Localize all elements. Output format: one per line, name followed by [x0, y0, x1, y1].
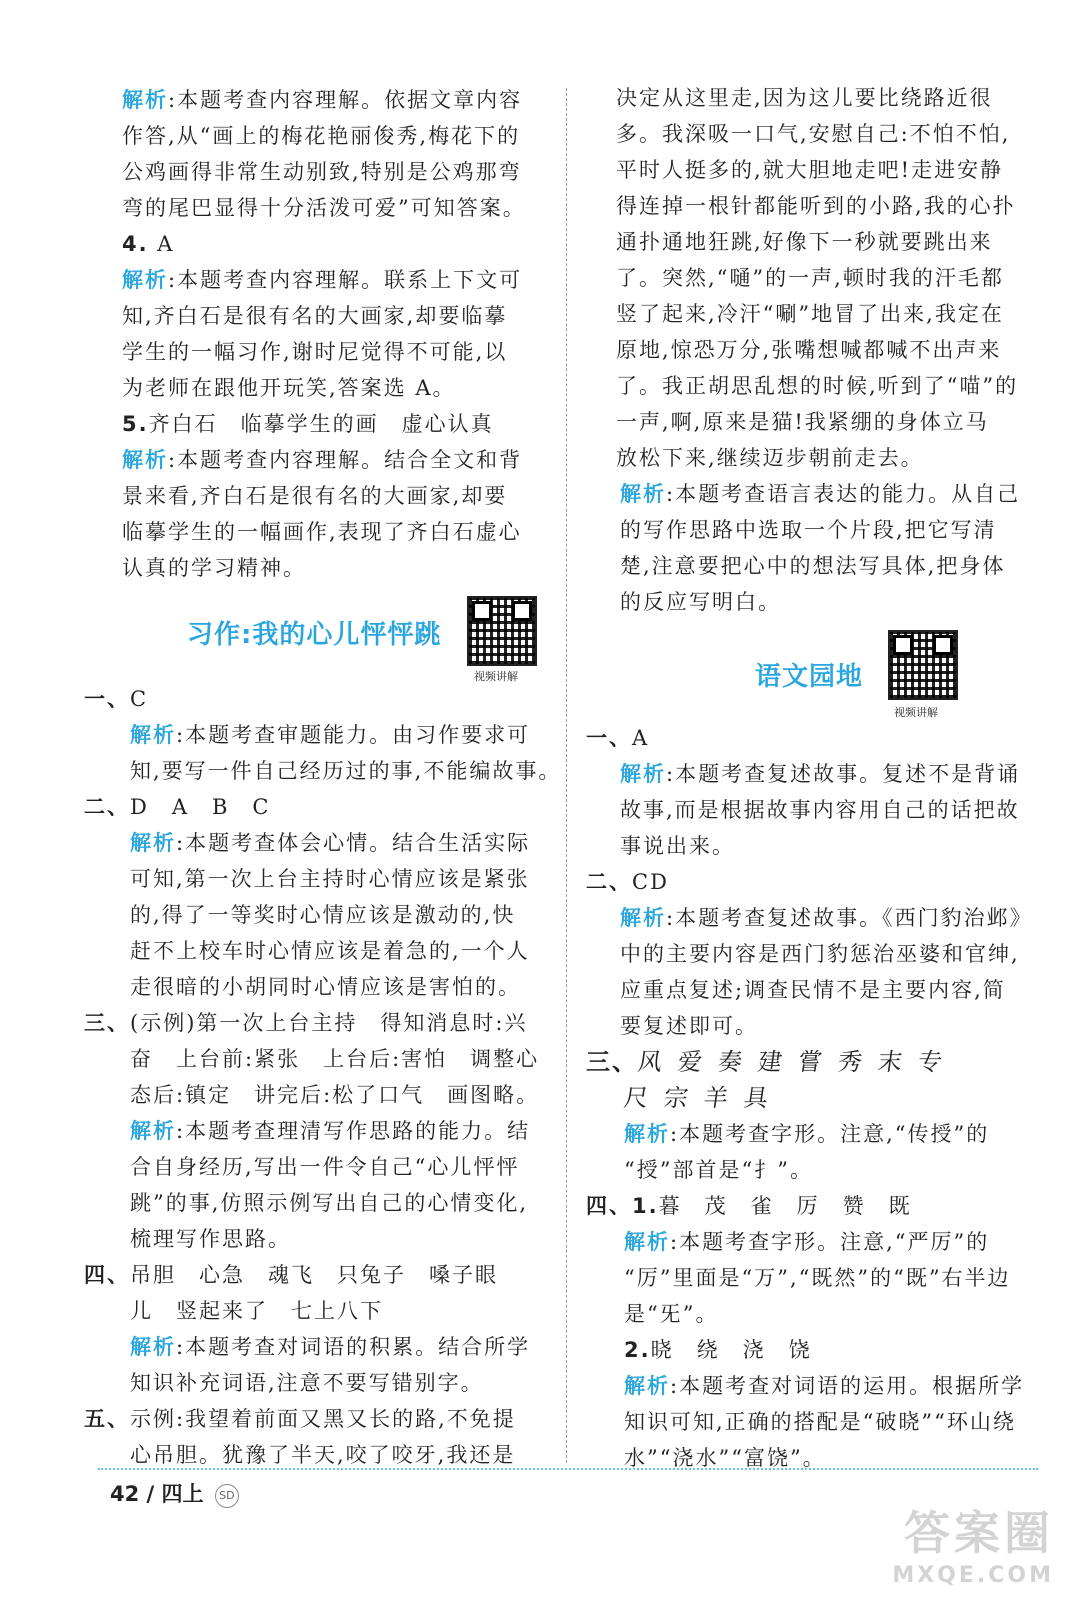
analysis-line: “授”部首是“扌”。 [624, 1158, 813, 1182]
section-2-answer [84, 789, 542, 825]
glyph-answer: 风 [636, 1048, 666, 1076]
analysis-line [590, 900, 1040, 936]
analysis-text: :本题考查字形。注意,“传授”的 [670, 1122, 990, 1146]
answer-line: 心吊胆。犹豫了半天,咬了咬牙,我还是 [130, 1443, 516, 1467]
analysis-label: 解析 [122, 268, 168, 292]
qr-caption: 视频讲解 [474, 670, 518, 683]
analysis-line: 可知,第一次上台主持时心情应该是紧张 [130, 867, 530, 891]
analysis-line: 作答,从“画上的梅花艳丽俊秀,梅花下的 [122, 124, 521, 148]
qr-caption: 视频讲解 [894, 706, 938, 719]
analysis-line: 楚,注意要把心中的想法写具体,把身体 [620, 554, 1006, 578]
analysis-line: 知,齐白石是很有名的大画家,却要临摹 [122, 304, 508, 328]
sub-question-number: 1. [632, 1194, 659, 1218]
analysis-text: :本题考查体会心情。结合生活实际 [176, 831, 531, 855]
analysis-line: 公鸡画得非常生动别致,特别是公鸡那弯 [122, 160, 522, 184]
analysis-label: 解析 [130, 1335, 176, 1359]
analysis-text: :本题考查字形。注意,“严厉”的 [670, 1230, 990, 1254]
page-footer [110, 1478, 239, 1508]
section-number: 三、 [586, 1048, 638, 1076]
glyph-answer: 嘗 [796, 1048, 826, 1076]
glyph-answer: 宗 [662, 1084, 692, 1112]
analysis-line: 为老师在跟他开玩笑,答案选 A。 [122, 376, 456, 400]
essay-line: 决定从这里走,因为这儿要比绕路近很 [616, 86, 993, 110]
analysis-line: 的,得了一等奖时心情应该是激动的,快 [130, 903, 516, 927]
analysis-text: :本题考查复述故事。《西门豹治邺》 [666, 906, 1033, 930]
analysis-line: 故事,而是根据故事内容用自己的话把故 [620, 798, 1020, 822]
left-column [84, 82, 562, 1473]
glyph-answer: 爱 [676, 1048, 706, 1076]
page-number: 42 [110, 1482, 140, 1506]
essay-line: 了。我正胡思乱想的时候,听到了“喵”的 [616, 374, 1019, 398]
analysis-line: 中的主要内容是西门豹惩治巫婆和官绅, [620, 942, 1020, 966]
section-number: 四、 [586, 1194, 632, 1218]
section-answer: D A B C [130, 795, 271, 819]
analysis-line [590, 1224, 1040, 1260]
analysis-line: “厉”里面是“万”,“既然”的“既”右半边 [624, 1266, 1011, 1290]
section-number: 四、 [84, 1263, 130, 1287]
analysis-line: 合自身经历,写出一件令自己“心儿怦怦 [130, 1155, 520, 1179]
analysis-label: 解析 [624, 1374, 670, 1398]
section-answer: 示例:我望着前面又黑又长的路,不免提 [130, 1407, 516, 1431]
section-title: 语文园地 [755, 662, 864, 692]
analysis-label: 解析 [620, 482, 666, 506]
analysis-label: 解析 [624, 1122, 670, 1146]
section-answer: C [130, 687, 149, 711]
glyph-answer: 专 [916, 1048, 946, 1076]
section-answer: 吊胆 心急 魂飞 只兔子 嗓子眼 [130, 1263, 498, 1287]
analysis-line [590, 476, 1040, 512]
section-number: 二、 [84, 795, 130, 819]
essay-line: 放松下来,继续迈步朝前走去。 [616, 446, 924, 470]
footer-rule [98, 1468, 1038, 1470]
section-number: 一、 [586, 726, 632, 750]
analysis-text: :本题考查对词语的积累。结合所学 [176, 1335, 531, 1359]
section-1-answer [84, 681, 542, 717]
section-answer: (示例)第一次上台主持 得知消息时:兴 [130, 1011, 528, 1035]
qr-code-icon[interactable] [467, 596, 537, 666]
question-number: 5. [122, 412, 149, 436]
essay-line: 多。我深吸一口气,安慰自己:不怕不怕, [616, 122, 1011, 146]
analysis-label: 解析 [624, 1230, 670, 1254]
essay-line: 平时人挺多的,就大胆地走吧!走进安静 [616, 158, 1004, 182]
essay-line: 竖了起来,冷汗“唰”地冒了出来,我定在 [616, 302, 1004, 326]
analysis-label: 解析 [620, 762, 666, 786]
essay-line: 通扑通地狂跳,好像下一秒就要跳出来 [616, 230, 993, 254]
analysis-line [92, 442, 542, 478]
section-1-answer [586, 720, 1040, 756]
analysis-line: 知识可知,正确的搭配是“破晓”“环山绕 [624, 1410, 1016, 1434]
watermark [892, 1497, 1054, 1588]
analysis-line [590, 756, 1040, 792]
analysis-label: 解析 [130, 1119, 176, 1143]
section-answer: 暮 茂 雀 厉 赞 既 [658, 1194, 912, 1218]
analysis-text: :本题考查理清写作思路的能力。结 [176, 1119, 531, 1143]
analysis-text: :本题考查审题能力。由习作要求可 [176, 723, 531, 747]
section-answer: CD [632, 870, 669, 894]
analysis-line: 要复述即可。 [620, 1014, 758, 1038]
analysis-line: 跳”的事,仿照示例写出自己的心情变化, [130, 1191, 529, 1215]
analysis-text: :本题考查对词语的运用。根据所学 [670, 1374, 1025, 1398]
analysis-text: :本题考查内容理解。依据文章内容 [168, 88, 523, 112]
sub-question-number: 2. [624, 1338, 651, 1362]
analysis-line: 学生的一幅习作,谢时尼觉得不可能,以 [122, 340, 508, 364]
glyph-answer: 末 [876, 1048, 906, 1076]
essay-line: 原地,惊恐万分,张嘴想喊都喊不出声来 [616, 338, 1002, 362]
analysis-line: 赶不上校车时心情应该是着急的,一个人 [130, 939, 530, 963]
section-3-answer [84, 1005, 542, 1041]
analysis-line: 知,要写一件自己经历过的事,不能编故事。 [130, 759, 562, 783]
analysis-line [590, 1116, 1040, 1152]
analysis-label: 解析 [130, 723, 176, 747]
analysis-line [92, 717, 542, 753]
watermark-url: MXQE.COM [892, 1563, 1054, 1588]
analysis-text: :本题考查内容理解。联系上下文可 [168, 268, 523, 292]
section-5-answer [84, 1401, 542, 1437]
analysis-line: 走很暗的小胡同时心情应该是害怕的。 [130, 975, 521, 999]
section-number: 五、 [84, 1407, 130, 1431]
analysis-text: :本题考查复述故事。复述不是背诵 [666, 762, 1021, 786]
page-separator: / [146, 1482, 155, 1506]
analysis-line: 的反应写明白。 [620, 590, 781, 614]
section-answer: 晓 绕 浇 饶 [650, 1338, 812, 1362]
analysis-line [92, 262, 542, 298]
analysis-line: 的写作思路中选取一个片段,把它写清 [620, 518, 997, 542]
analysis-line [92, 1113, 542, 1149]
question-answer: A [157, 232, 175, 256]
qr-code-icon[interactable] [888, 630, 958, 700]
glyph-answer: 秀 [836, 1048, 866, 1076]
analysis-line: 应重点复述;调查民情不是主要内容,简 [620, 978, 1006, 1002]
analysis-text: :本题考查内容理解。结合全文和背 [168, 448, 523, 472]
analysis-line: 景来看,齐白石是很有名的大画家,却要 [122, 484, 508, 508]
section-3-answer [586, 1044, 1040, 1080]
answer-line: 奋 上台前:紧张 上台后:害怕 调整心 [130, 1047, 540, 1071]
section-4-answer [84, 1257, 542, 1293]
glyph-answer: 建 [756, 1048, 786, 1076]
analysis-line: 事说出来。 [620, 834, 735, 858]
right-column [586, 80, 1040, 1476]
question-answer: 齐白石 临摹学生的画 虚心认真 [148, 412, 494, 436]
glyph-answer: 羊 [702, 1084, 732, 1112]
section-4-answer [586, 1188, 1040, 1224]
section-2-answer [586, 864, 1040, 900]
section-header-writing [92, 586, 542, 681]
section-answer: A [632, 726, 650, 750]
analysis-label: 解析 [620, 906, 666, 930]
section-number: 二、 [586, 870, 632, 894]
answer-line: 态后:镇定 讲完后:松了口气 画图略。 [130, 1083, 540, 1107]
analysis-line: 临摹学生的一幅画作,表现了齐白石虚心 [122, 520, 522, 544]
grade-label: 四上 [161, 1482, 204, 1506]
glyph-answer: 具 [742, 1084, 772, 1112]
analysis-line: 知识补充词语,注意不要写错别字。 [130, 1371, 484, 1395]
analysis-line: 是“旡”。 [624, 1302, 719, 1326]
analysis-text: :本题考查语言表达的能力。从自己 [666, 482, 1021, 506]
sub-question-2 [590, 1332, 1040, 1368]
essay-line: 了。突然,“嗵”的一声,顿时我的汗毛都 [616, 266, 1004, 290]
analysis-line [92, 82, 542, 118]
analysis-label: 解析 [122, 448, 168, 472]
section-3-answer-row2 [590, 1080, 1040, 1116]
section-header-yuwen [590, 620, 1040, 720]
analysis-label: 解析 [130, 831, 176, 855]
section-title: 习作:我的心儿怦怦跳 [187, 620, 442, 650]
glyph-answer: 尺 [622, 1084, 652, 1112]
question-5 [92, 406, 542, 442]
analysis-line [590, 1368, 1040, 1404]
watermark-logo: 答案圈 [904, 1506, 1054, 1560]
analysis-line: 认真的学习精神。 [122, 556, 306, 580]
analysis-line: 水”“浇水”“富饶”。 [624, 1446, 826, 1470]
analysis-label: 解析 [122, 88, 168, 112]
essay-line: 一声,啊,原来是猫!我紧绷的身体立马 [616, 410, 989, 434]
question-4 [92, 226, 542, 262]
essay-line: 得连掉一根针都能听到的小路,我的心扑 [616, 194, 1016, 218]
question-number: 4. [122, 232, 149, 256]
column-divider [566, 88, 567, 1463]
glyph-answer: 奏 [716, 1048, 746, 1076]
analysis-line [92, 825, 542, 861]
section-number: 一、 [84, 687, 130, 711]
edition-badge: SD [215, 1484, 239, 1508]
analysis-line: 弯的尾巴显得十分活泼可爱”可知答案。 [122, 196, 526, 220]
section-number: 三、 [84, 1011, 130, 1035]
analysis-line: 梳理写作思路。 [130, 1227, 291, 1251]
analysis-line [92, 1329, 542, 1365]
answer-line: 儿 竖起来了 七上八下 [130, 1299, 383, 1323]
